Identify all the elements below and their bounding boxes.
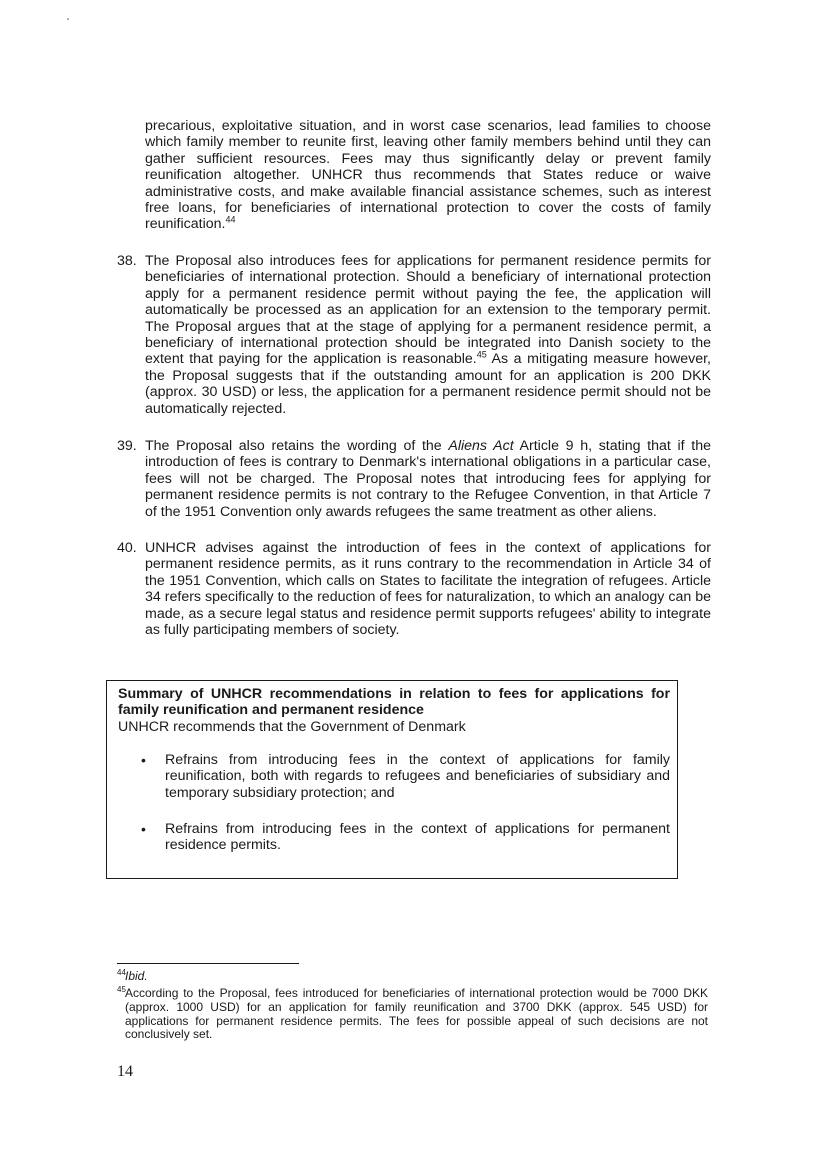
- paragraph-40: UNHCR advises against the introduction of fees in the context of applications for permanent residence permits, as it runs contrary to the recommendation in Article 34 of the 1951 Convention, which calls on States to facilitate the integration of refugees. Article 34 refers specifically to the reduction of fees for naturalization, to which an analogy can be made, as a secure legal status and residence permit supports refugees' ability to integrate as fully participating members of society.: [145, 540, 711, 639]
- footnote-separator: [117, 963, 299, 964]
- summary-bullet-2: Refrains from introducing fees in the context of applications for permanent residence permits.: [165, 821, 670, 854]
- paragraph-38: The Proposal also introduces fees for applications for permanent residence permits for beneficiaries of international protection. Should a beneficiary of international protection apply for a permanent residence permit without paying the fee, the application will automatically be processed as an application for an extension to the temporary permit. The Proposal argues that at the stage of applying for a permanent residence permit, a beneficiary of international protection should be integrated into Danish society to the extent that paying for the application is reasonable.$^{45}$ As a mitigating measure however, the Proposal suggests that if the outstanding amount for an application is 200 DKK (approx. 30 USD) or less, the application for a permanent residence permit should not be automatically rejected.: [145, 253, 711, 417]
- scan-speck: [67, 18, 69, 20]
- summary-bullet-1: Refrains from introducing fees in the context of applications for family reunification, both with regards to refugees and beneficiaries of subsidiary and temporary subsidiary protection; and: [165, 752, 670, 801]
- footnote-number-45: 45: [117, 985, 126, 994]
- footnote-number-44: 44: [117, 968, 126, 977]
- paragraph-number-39: 39.: [117, 438, 137, 454]
- paragraph-39: The Proposal also retains the wording of the Aliens Act Article 9 h, stating that if the introduction of fees is contrary to Denmark's international obligations in a particular case, fees will not be charged. The Proposal notes that introducing fees for applying for permanent residence permits is not contrary to the Refugee Convention, in that Article 7 of the 1951 Convention only awards refugees the same treatment as other aliens.: [145, 438, 711, 520]
- paragraph-number-40: 40.: [117, 540, 137, 556]
- paragraph-continued: precarious, exploitative situation, and in worst case scenarios, lead families to choose which family member to reunite first, leaving other family members behind until they can gather sufficient resources. Fees may thus significantly delay or prevent family reunification altogether. UNHCR thus recommends that States reduce or waive administrative costs, and make available financial assistance schemes, such as interest free loans, for beneficiaries of international protection to cover the costs of family reunification.$^{44}$: [145, 118, 711, 233]
- bullet-icon: •: [141, 752, 146, 768]
- page-number: 14: [117, 1063, 133, 1080]
- summary-intro: UNHCR recommends that the Government of Denmark: [118, 719, 466, 735]
- bullet-icon: •: [141, 821, 146, 837]
- paragraph-number-38: 38.: [117, 253, 137, 269]
- aliens-act-title: Aliens Act: [448, 438, 514, 454]
- summary-box: [106, 680, 678, 879]
- footnote-ref-45[interactable]: 45: [476, 349, 487, 360]
- footnote-45: According to the Proposal, fees introduced for beneficiaries of international protection would be 7000 DKK (approx. 1000 USD) for an application for family reunification and 3700 DKK (approx. 545 USD) for applications for permanent residence permits. The fees for possible appeal of such decisions are not conclusively set.: [125, 986, 708, 1042]
- summary-title: Summary of UNHCR recommendations in relation to fees for applications for family reunification and permanent residence: [118, 686, 670, 719]
- footnote-ref-44[interactable]: 44: [225, 214, 236, 225]
- footnote-44: Ibid.: [125, 969, 148, 983]
